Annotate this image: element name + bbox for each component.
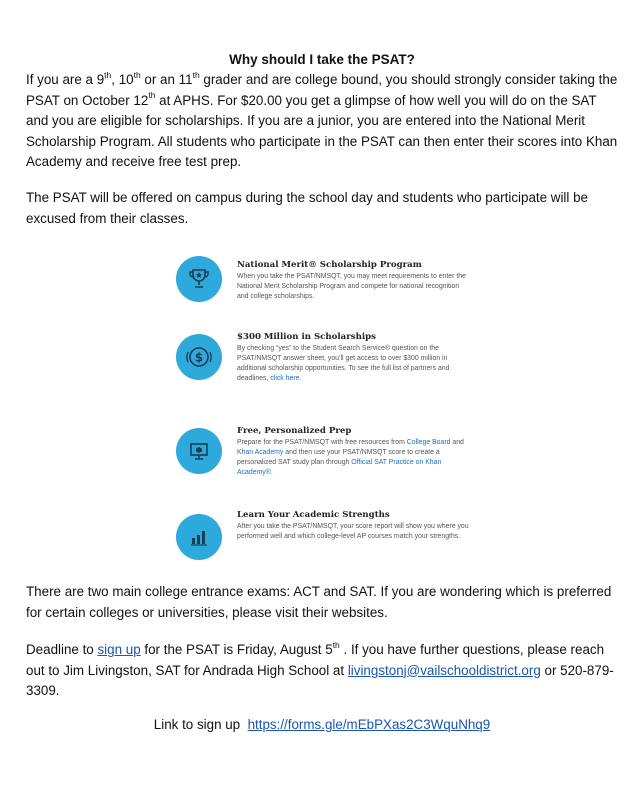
superscript: th xyxy=(192,69,200,80)
deadline-text-4: or 520-879-3309. xyxy=(26,662,614,698)
benefit-text xyxy=(237,510,472,542)
superscript: th xyxy=(104,69,112,80)
deadline-text-1: Deadline to xyxy=(26,642,98,657)
benefit-body-text: By checking “yes” to the Student Search Service® question on the PSAT/NMSQT answer sheet, you’ll get access to over $300 million in additional scholarship opportunities. To see the full list of partners and deadlines, xyxy=(237,345,450,382)
intro-text-1: If you are a 9 xyxy=(26,72,105,87)
superscript: th xyxy=(148,90,156,101)
deadline-text-2: for the PSAT is Friday, August 5 xyxy=(140,642,333,657)
sign-up-link[interactable]: sign up xyxy=(97,642,141,657)
intro-text-4: grader and are college bound, you should strongly consider taking the PSAT on October 12 xyxy=(26,72,618,108)
khan-academy-link[interactable]: Khan Academy xyxy=(237,449,284,456)
benefit-body xyxy=(237,438,472,478)
benefit-heading: Free, Personalized Prep xyxy=(237,426,352,436)
svg-text:$: $ xyxy=(194,350,204,365)
college-board-link[interactable]: College Board xyxy=(406,439,451,446)
benefit-heading: Learn Your Academic Strengths xyxy=(237,510,390,520)
trophy-icon xyxy=(176,256,222,302)
monitor-icon xyxy=(176,428,222,474)
benefit-body-text: . xyxy=(270,469,273,476)
benefit-body-text: and xyxy=(450,439,464,446)
entrance-exams-paragraph: There are two main college entrance exams: ACT and SAT. If you are wondering which is preferred for certain colleges or universities, please visit their websites. xyxy=(26,584,612,620)
signup-url-link[interactable]: https://forms.gle/mEbPXas2C3WquNhq9 xyxy=(247,717,491,732)
deadline-text-3: . If you have further questions, please reach out to Jim Livingston, SAT for Andrada High School at xyxy=(26,642,605,678)
deadline-paragraph xyxy=(26,640,622,702)
benefit-text xyxy=(237,260,472,302)
benefit-body: When you take the PSAT/NMSQT, you may meet requirements to enter the National Merit Scholarship Program and compete for national recognition and college scholarships. xyxy=(237,273,466,300)
bar-chart-icon xyxy=(176,514,222,560)
intro-text-2: , 10 xyxy=(111,72,134,87)
benefit-heading: $300 Million in Scholarships xyxy=(237,332,376,342)
dollar-icon xyxy=(176,334,222,380)
official-sat-practice-link[interactable]: Official SAT Practice on Khan Academy® xyxy=(237,459,442,476)
intro-paragraph xyxy=(26,70,622,173)
intro-text-3: or an 11 xyxy=(140,72,193,87)
superscript: th xyxy=(133,69,141,80)
benefit-text xyxy=(237,332,472,384)
email-link[interactable]: livingstonj@vailschooldistrict.org xyxy=(347,662,541,678)
campus-paragraph: The PSAT will be offered on campus during the school day and students who participate will be excused from their classes. xyxy=(26,190,588,226)
superscript: th xyxy=(332,639,340,650)
benefit-body: After you take the PSAT/NMSQT, your score report will show you where you performed well and which college-level AP courses match your strengths. xyxy=(237,523,469,540)
signup-line xyxy=(0,717,644,732)
benefit-heading: National Merit® Scholarship Program xyxy=(237,260,422,270)
benefit-body xyxy=(237,344,472,384)
benefit-text xyxy=(237,426,472,478)
click-here-link[interactable]: click here. xyxy=(270,375,302,382)
intro-text-5: at APHS. For $20.00 you get a glimpse of how well you will do on the SAT and you are eligible for scholarships. If you are a junior, you are entered into the National Merit Scholarship Program. All students who participate in the PSAT can then enter their scores into Khan Academy and receive free test prep. xyxy=(26,92,618,169)
benefit-body-text: and then use your PSAT/NMSQT score to create a personalized SAT study plan through xyxy=(237,449,440,466)
document-title: Why should I take the PSAT? xyxy=(229,52,415,67)
signup-label: Link to sign up xyxy=(153,717,248,732)
benefit-body-text: Prepare for the PSAT/NMSQT with free resources from xyxy=(237,439,407,446)
